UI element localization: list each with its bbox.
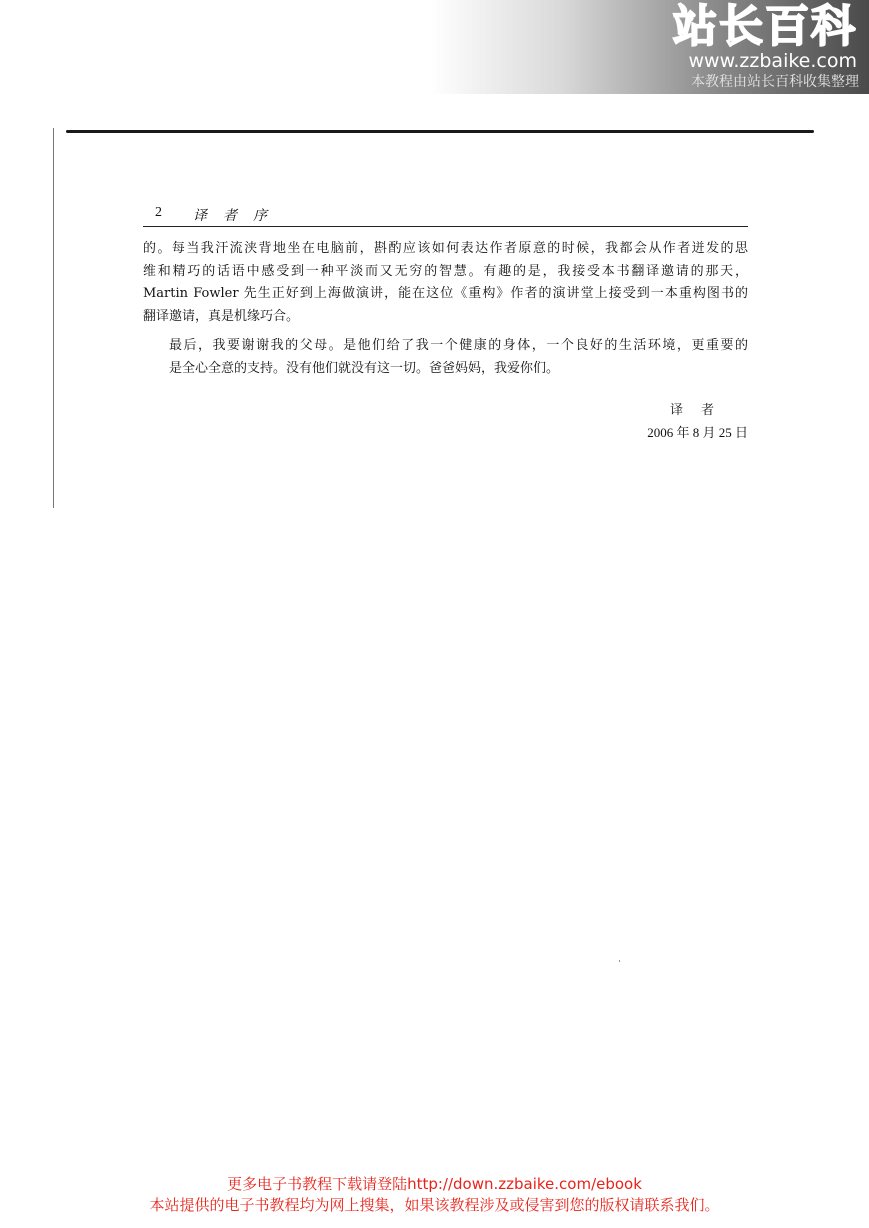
signature-date: 2006 年 8 月 25 日: [647, 425, 748, 440]
footer-watermark: [0, 1174, 869, 1216]
running-header: [143, 204, 748, 227]
paragraph-2: [143, 335, 748, 380]
footer-line-copyright: 本站提供的电子书教程均为网上搜集，如果该教程涉及或侵害到您的版权请联系我们。: [149, 1196, 720, 1214]
watermark-url: www.zzbaike.com: [688, 50, 857, 72]
paragraph-1: [143, 238, 748, 328]
text-line: 最后，我要谢谢我的父母。是他们给了我一个健康的身体，一个良好的生活环境，更重要的: [169, 338, 748, 354]
page-number: 2: [155, 205, 162, 220]
watermark-logo: 站长百科: [673, 1, 857, 52]
footer-line-download[interactable]: 更多电子书教程下载请登陆http://down.zzbaike.com/ebook: [227, 1175, 642, 1193]
text-line: 维和精巧的话语中感受到一种平淡而又无穷的智慧。有趣的是，我接受本书翻译邀请的那天，: [143, 263, 748, 279]
text-line: Martin Fowler 先生正好到上海做演讲，能在这位《重构》作者的演讲堂上接受到一本重构图书的: [143, 286, 748, 302]
signature-block: [560, 400, 748, 444]
signature-name: 译者: [669, 403, 732, 418]
watermark-banner: [430, 0, 869, 94]
text-line: 的。每当我汗流浃背地坐在电脑前，斟酌应该如何表达作者原意的时候，我都会从作者迸发的思: [143, 241, 748, 256]
watermark-note: 本教程由站长百科收集整理: [691, 74, 859, 90]
scan-speck: [619, 960, 620, 962]
text-line: 翻译邀请，真是机缘巧合。: [143, 308, 300, 324]
body-text: [143, 238, 748, 381]
scan-edge-line: [53, 128, 54, 508]
top-rule: [66, 130, 814, 133]
section-title: 译者序: [193, 208, 283, 224]
text-line: 是全心全意的支持。没有他们就没有这一切。爸爸妈妈，我爱你们。: [169, 360, 560, 376]
